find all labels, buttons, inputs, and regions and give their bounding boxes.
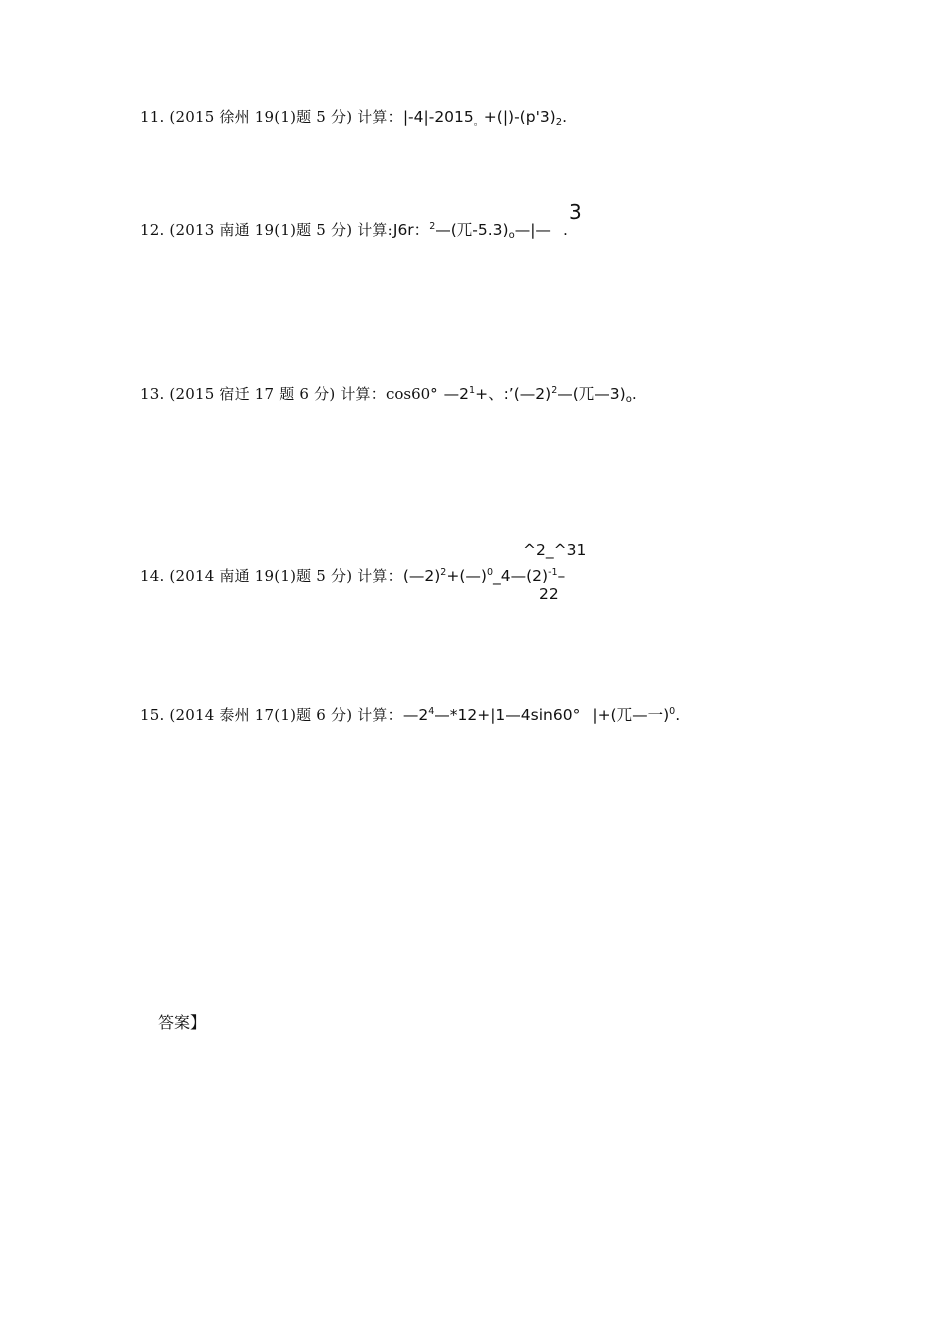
expr-sup: 4 <box>428 706 435 717</box>
expr-part: —|— <box>514 221 551 239</box>
problem-14 <box>140 566 565 589</box>
problem-12 <box>140 220 568 243</box>
expr-period: . <box>562 221 568 239</box>
problem-12-top-3: 3 <box>569 200 582 224</box>
expr-period: . <box>675 706 681 724</box>
expr-sub: o <box>625 394 632 405</box>
expr-part: (—2) <box>402 567 441 585</box>
expr-sup: 2 <box>440 567 447 578</box>
expr-sup: 0 <box>669 706 676 717</box>
answer-heading: 答案】 <box>158 1013 207 1032</box>
problem-12-label: 12. (2013 南通 19(1)题 5 分) 计算: <box>140 221 393 239</box>
expr-sub: 。 <box>473 117 484 128</box>
problem-14-expression <box>403 567 565 585</box>
expr-part: +(—) <box>446 567 487 585</box>
problem-12-expression <box>393 221 568 239</box>
problem-14-label: 14. (2014 南通 19(1)题 5 分) 计算： <box>140 567 403 585</box>
problem-14-bottom-fraction: 22 <box>539 585 559 603</box>
problem-11-expression <box>403 108 567 126</box>
expr-part: _4—(2) <box>492 567 549 585</box>
expr-part: —(兀—3) <box>557 385 626 403</box>
problem-11-label: 11. (2015 徐州 19(1)题 5 分) 计算： <box>140 108 403 126</box>
expr-sup: 2 <box>551 385 558 396</box>
expr-part: |+(兀—一) <box>592 706 670 724</box>
problem-15-label: 15. (2014 泰州 17(1)题 6 分) 计算： <box>140 706 403 724</box>
expr-part: —*12+|1—4sin60° <box>434 706 581 724</box>
problem-13 <box>140 384 637 407</box>
expr-sup: 1 <box>469 385 476 396</box>
expr-sub: o <box>508 230 515 241</box>
problem-13-label: 13. (2015 宿迁 17 题 6 分) 计算： <box>140 385 386 403</box>
expr-sup: 2 <box>429 221 436 232</box>
problem-15-expression <box>403 706 680 724</box>
expr-period: . <box>562 108 568 126</box>
expr-sup: -1 <box>548 567 558 578</box>
expr-sup: 0 <box>486 567 493 578</box>
expr-part: —2 <box>402 706 429 724</box>
problem-14-top-fraction: ^2_^31 <box>523 541 587 559</box>
expr-part: – <box>557 567 566 585</box>
expr-part: |-4|-2015 <box>402 108 474 126</box>
expr-part: +、:’(—2) <box>475 385 552 403</box>
expr-cos: cos60° <box>385 385 438 403</box>
problem-15 <box>140 705 680 728</box>
expr-part: —(兀-5.3) <box>435 221 509 239</box>
expr-part: —2 <box>443 385 470 403</box>
expr-sub: 2 <box>555 117 563 128</box>
expr-period: . <box>631 385 637 403</box>
problem-13-expression <box>444 385 637 403</box>
problem-11 <box>140 107 567 130</box>
expr-part: J6r： <box>392 221 430 239</box>
expr-part: +(|)-(p'3) <box>483 108 556 126</box>
